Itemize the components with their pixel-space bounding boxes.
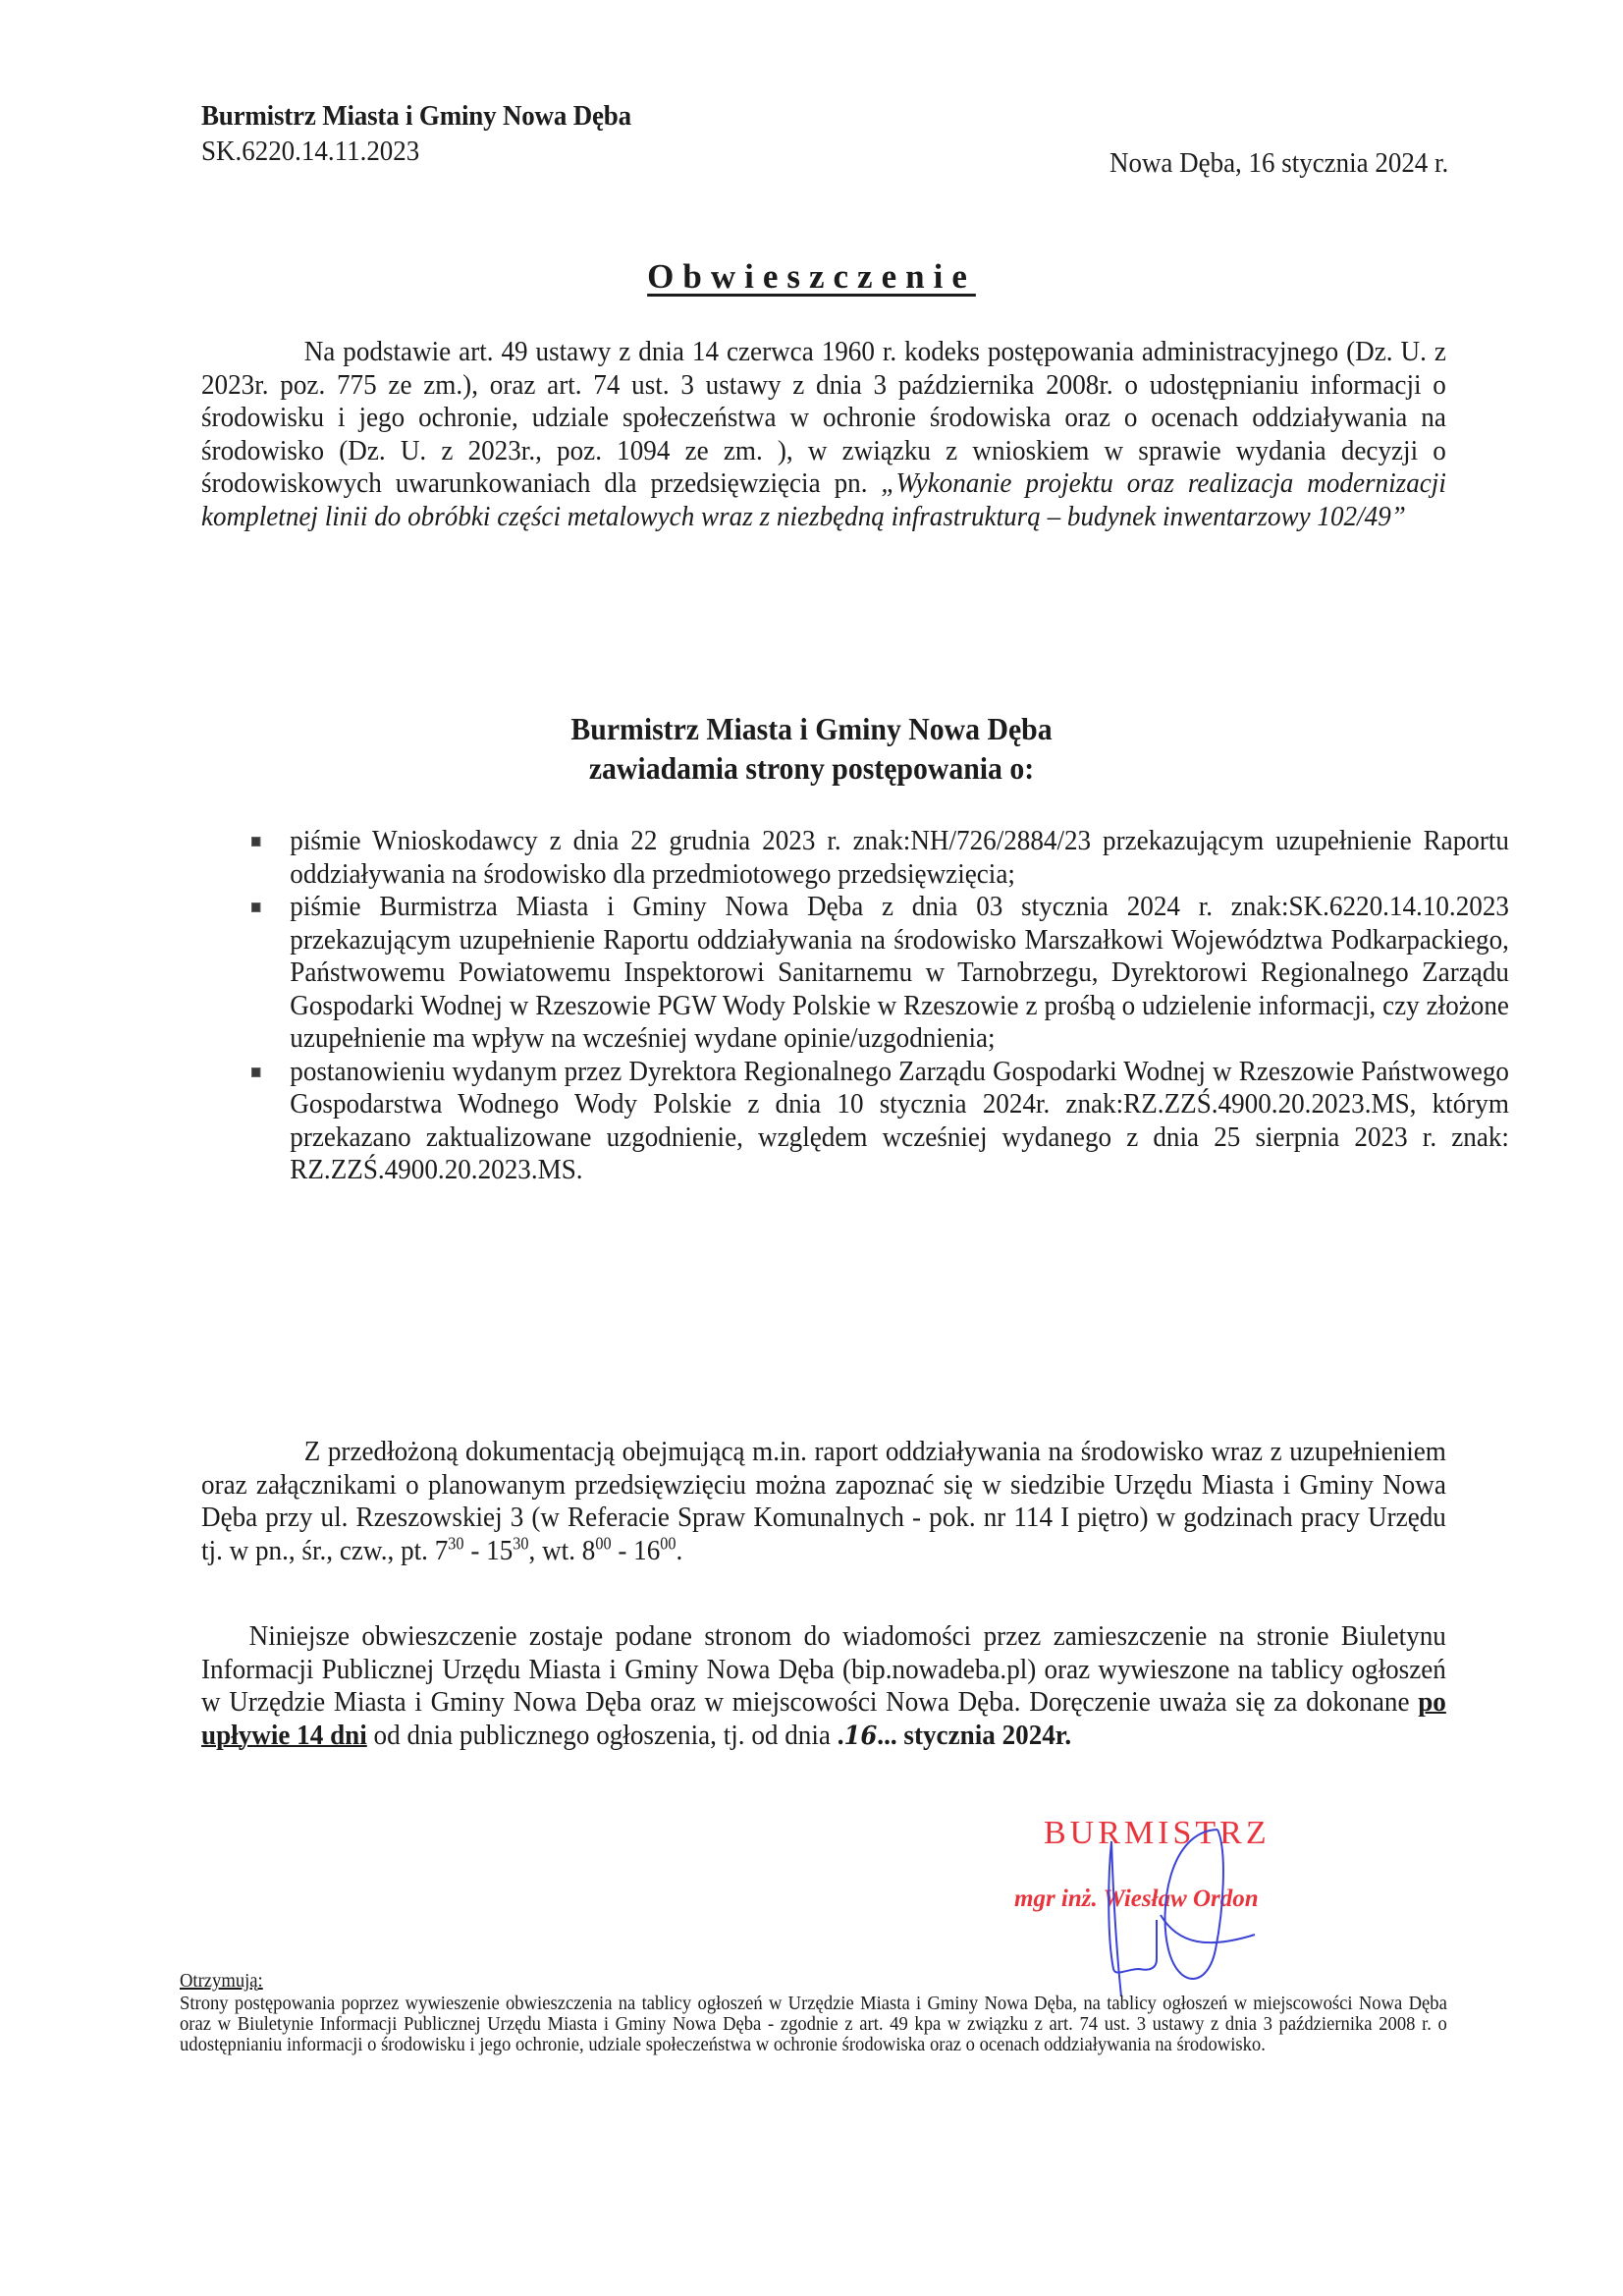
separator: -	[463, 1534, 487, 1566]
list-item	[251, 1056, 1509, 1187]
handwritten-day: 16	[843, 1721, 878, 1751]
recipients-label: Otrzymują:	[180, 1970, 263, 1992]
handwritten-signature-icon	[1100, 1822, 1296, 2018]
hours-value: 16	[633, 1534, 661, 1566]
publication-date: stycznia 2024r.	[896, 1719, 1072, 1751]
announcement-line-1: Burmistrz Miasta i Gminy Nowa Dęba	[570, 711, 1053, 746]
dots: ...	[877, 1719, 897, 1751]
signature-stroke	[1161, 1915, 1255, 1942]
hours-value: 15	[486, 1534, 514, 1566]
document-title: Obwieszczenie	[647, 257, 976, 296]
reference-number: SK.6220.14.11.2023	[201, 136, 420, 167]
intro-paragraph	[201, 336, 1446, 533]
stamp-signatory: mgr inż. Wiesław Ordon	[1014, 1886, 1259, 1912]
deadline-emphasis: po upływie 14 dni	[201, 1686, 1446, 1751]
list-item	[251, 891, 1509, 1056]
hours-minutes: 00	[660, 1532, 676, 1553]
signature-stroke	[1165, 1830, 1223, 1979]
hours-minutes: 30	[448, 1532, 464, 1553]
separator: -	[611, 1534, 634, 1566]
dots: .	[837, 1719, 844, 1751]
separator: , wt.	[528, 1534, 582, 1566]
signature-stroke	[1109, 1841, 1157, 1973]
hours-minutes: 00	[595, 1532, 612, 1553]
separator: .	[676, 1534, 683, 1566]
list-item-text: piśmie Burmistrza Miasta i Gminy Nowa Dęba z dnia 03 stycznia 2024 r. znak:SK.6220.14.10.2023 przekazującym uzupełnienie Raportu oddziaływania na środowisko Marszałkowi Województwa Podkarpackiego, Państwowemu Powiatowemu Inspektorowi Sanitarnemu w Tarnobrzegu, Dyrektorowi Regionalnego Zarządu Gospodarki Wodnej w Rzeszowie PGW Wody Polskie w Rzeszowie z prośbą o udzielenie informacji, czy złożone uzupełnienie ma wpływ na wcześniej wydane opinie/uzgodnienia;	[290, 891, 1509, 1054]
list-item-text: postanowieniu wydanym przez Dyrektora Regionalnego Zarządu Gospodarki Wodnej w Rzeszowie Państwowego Gospodarstwa Wodnego Wody Polskie z dnia 10 stycznia 2024r. znak:RZ.ZZŚ.4900.20.2023.MS, którym przekazano zaktualizowane uzgodnienie, względem wcześniej wydanego z dnia 25 sierpnia 2023 r. znak: RZ.ZZŚ.4900.20.2023.MS.	[290, 1055, 1509, 1185]
list-item-text: piśmie Wnioskodawcy z dnia 22 grudnia 2023 r. znak:NH/726/2884/23 przekazującym uzupełnienie Raportu oddziaływania na środowisko dla przedmiotowego przedsięwzięcia;	[290, 825, 1509, 890]
issuer-name: Burmistrz Miasta i Gminy Nowa Dęba	[201, 100, 631, 132]
announcement-line-2: zawiadamia strony postępowania o:	[588, 750, 1035, 786]
recipients-text: Strony postępowania poprzez wywieszenie obwieszczenia na tablicy ogłoszeń w Urzędzie Miasta i Gminy Nowa Dęba, na tablicy ogłoszeń w miejscowości Nowa Dęba oraz w Biuletynie Informacji Publicznej Urzędu Miasta i Gminy Nowa Dęba - zgodnie z art. 49 kpa w związku z art. 74 ust. 3 ustawy z dnia 3 października 2008 r. o udostępnianiu informacji o środowisku i jego ochronie, udziale społeczeństwa w ochronie środowiska oraz o ocenach oddziaływania na środowisko.	[180, 1993, 1447, 2055]
hours-value: 7	[434, 1534, 449, 1566]
bullet-square-icon	[251, 902, 260, 912]
bullet-square-icon	[251, 1067, 260, 1077]
publication-text-after: od dnia publicznego ogłoszenia, tj. od dnia	[366, 1719, 838, 1751]
publication-paragraph	[201, 1620, 1446, 1753]
bullet-square-icon	[251, 837, 260, 847]
stamp-title: BURMISTRZ	[1044, 1815, 1271, 1851]
hours-minutes: 30	[513, 1532, 529, 1553]
project-name: „Wykonanie projektu oraz realizacja modernizacji kompletnej linii do obróbki części metalowych wraz z niezbędną infrastrukturą – budynek inwentarzowy 102/49”	[201, 467, 1446, 532]
publication-text: Niniejsze obwieszczenie zostaje podane stronom do wiadomości przez zamieszczenie na stronie Biuletynu Informacji Publicznej Urzędu Miasta i Gminy Nowa Dęba (bip.nowadeba.pl) oraz wywieszone na tablicy ogłoszeń w Urzędzie Miasta i Gminy Nowa Dęba oraz w miejscowości Nowa Dęba. Doręczenie uważa się za dokonane	[201, 1620, 1446, 1718]
place-and-date: Nowa Dęba, 16 stycznia 2024 r.	[1109, 147, 1448, 179]
documentation-text: Z przedłożoną dokumentacją obejmującą m.in. raport oddziaływania na środowisko wraz z uzupełnieniem oraz załącznikami o planowanym przedsięwzięciu można zapoznać się w siedzibie Urzędu Miasta i Gminy Nowa Dęba przy ul. Rzeszowskiej 3 (w Referacie Spraw Komunalnych - pok. nr 114 I piętro) w godzinach pracy Urzędu tj. w pn., śr., czw., pt.	[201, 1436, 1446, 1566]
hours-value: 8	[581, 1534, 596, 1566]
announcement-heading	[57, 709, 1566, 788]
documentation-paragraph	[201, 1436, 1446, 1567]
items-list	[251, 825, 1596, 1187]
intro-text: Na podstawie art. 49 ustawy z dnia 14 czerwca 1960 r. kodeks postępowania administracyjnego (Dz. U. z 2023r. poz. 775 ze zm.), oraz art. 74 ust. 3 ustawy z dnia 3 października 2008r. o udostępnianiu informacji o środowisku i jego ochronie, udziale społeczeństwa w ochronie środowiska oraz o ocenach oddziaływania na środowisko (Dz. U. z 2023r., poz. 1094 ze zm. ), w związku z wnioskiem w sprawie wydania decyzji o środowiskowych uwarunkowaniach dla przedsięwzięcia pn.	[201, 336, 1446, 499]
list-item	[251, 825, 1509, 891]
